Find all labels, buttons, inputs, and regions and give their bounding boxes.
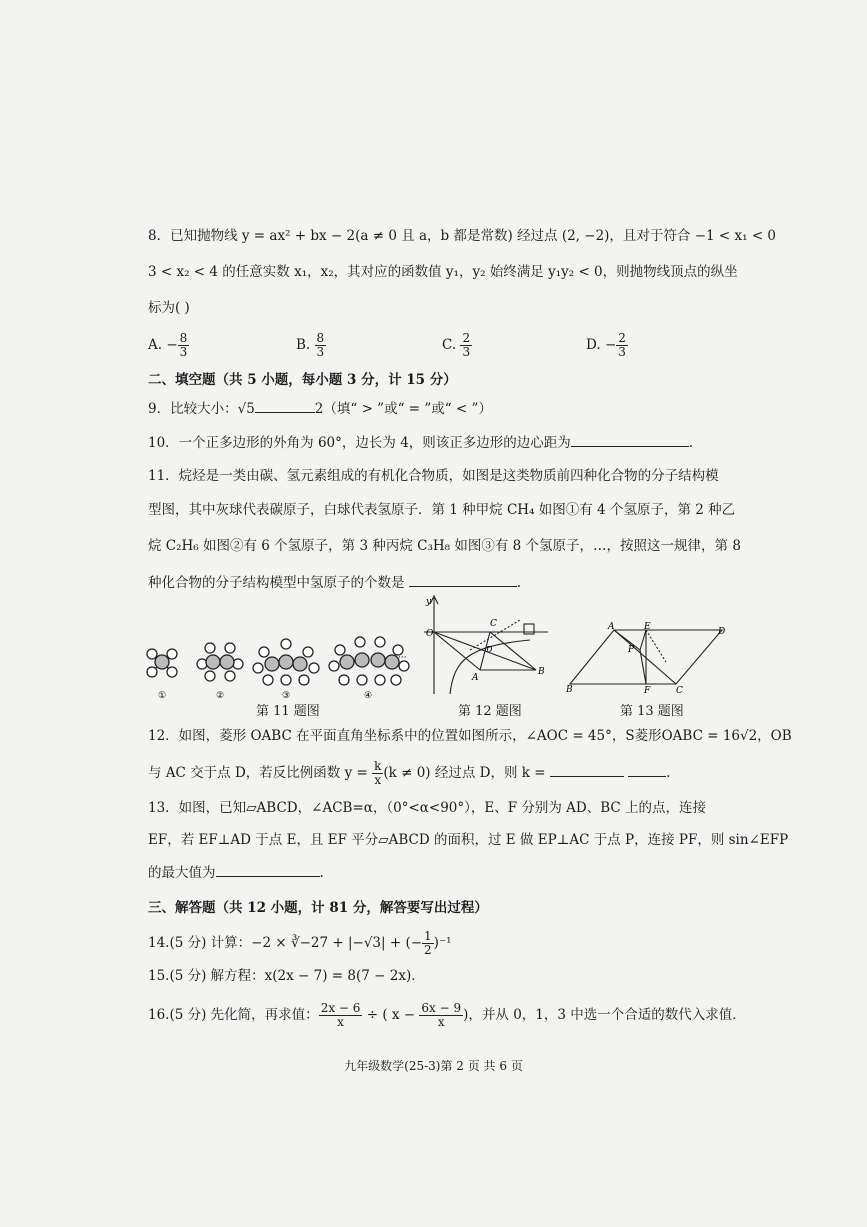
q11-line1: 11．烷烃是一类由碳、氢元素组成的有机化合物质，如图是这类物质前四种化合物的分子结构模	[148, 468, 719, 484]
fig13-label-c: C	[676, 686, 683, 694]
fig13-label-a: A	[608, 622, 615, 632]
q16: 16.(5 分) 先化简，再求值： $\frac{2x - 6}{x}$ ÷ ( x − $\frac{6x - 9}{x}$ )，并从 0，1，3 中选一个合适的数代入求值．	[148, 1001, 746, 1029]
fig12-label-o: O	[426, 629, 434, 639]
mol-label-1: ①	[158, 691, 167, 701]
caption-fig-11: 第 11 题图	[256, 704, 320, 719]
q11-line4: 种化合物的分子结构模型中氢原子的个数是 .	[148, 572, 521, 593]
q9: 9．比较大小：√5 2（填“ > ”或“ = ”或“ < ”）	[148, 398, 492, 419]
mol-label-3: ③	[282, 691, 291, 701]
q8-option-c: C. $\frac{2}{3}$	[442, 331, 471, 359]
q10: 10．一个正多边形的外角为 60°，边长为 4，则该正多边形的边心距为 .	[148, 432, 693, 453]
mol-label-2: ②	[216, 691, 225, 701]
q12-line1: 12．如图，菱形 OABC 在平面直角坐标系中的位置如图所示，∠AOC = 45°，S菱形OABC = 16√2，OB	[148, 728, 792, 744]
q11-line3: 烷 C₂H₆ 如图②有 6 个氢原子，第 3 种丙烷 C₃H₈ 如图③有 8 个氢原子，…，按照这一规律，第 8	[148, 538, 741, 554]
figure-11-molecules	[140, 624, 412, 704]
mol-label-4: ④	[364, 691, 373, 701]
q8-option-a: A. − $\frac{8}{3}$	[148, 331, 188, 359]
q12-line2: 与 AC 交于点 D，若反比例函数 y = $\frac{k}{x}$ (k ≠ 0) 经过点 D，则 k = .	[148, 759, 671, 787]
section2-heading: 二、填空题（共 5 小题，每小题 3 分，计 15 分）	[148, 372, 457, 388]
caption-fig-12: 第 12 题图	[458, 704, 522, 719]
q8-line2: 3 < x₂ < 4 的任意实数 x₁，x₂，其对应的函数值 y₁，y₂ 始终满足 y₁y₂ < 0，则抛物线顶点的纵坐	[148, 264, 738, 280]
caption-fig-13: 第 13 题图	[620, 704, 684, 719]
q13-line1: 13．如图，已知▱ABCD，∠ACB=α，（0°<α<90°），E、F 分别为 AD、BC 上的点，连接	[148, 800, 707, 816]
fig12-label-d: D	[486, 645, 493, 654]
fig13-label-p: P	[628, 645, 635, 655]
q8-option-b: B. $\frac{8}{3}$	[296, 331, 325, 359]
page-footer: 九年级数学(25-3)第 2 页 共 6 页	[344, 1059, 523, 1073]
fig12-label-c: C	[490, 619, 497, 629]
q14: 14.(5 分) 计算：−2 × ∛−27 + |−√3| + (− $\frac{1}{2}$ )⁻¹	[148, 929, 452, 957]
q15: 15.(5 分) 解方程：x(2x − 7) = 8(7 − 2x)．	[148, 968, 425, 984]
fig13-label-b: B	[566, 685, 573, 694]
q13-line2: EF，若 EF⊥AD 于点 E，且 EF 平分▱ABCD 的面积，过 E 做 EP⊥AC 于点 P，连接 PF，则 sin∠EFP	[148, 832, 789, 848]
fig13-label-d: D	[718, 627, 726, 637]
q13-line3: 的最大值为 .	[148, 862, 324, 883]
fig12-label-y: y	[426, 597, 432, 607]
fig12-label-a: A	[472, 673, 479, 683]
q8-line1: 8．已知抛物线 y = ax² + bx − 2(a ≠ 0 且 a，b 都是常数) 经过点 (2, −2)，且对于符合 −1 < x₁ < 0	[148, 228, 777, 244]
q11-line2: 型图，其中灰球代表碳原子，白球代表氢原子．第 1 种甲烷 CH₄ 如图①有 4 个氢原子，第 2 种乙	[148, 502, 736, 518]
mol-ellipsis: ···	[398, 653, 407, 663]
fig13-label-f: F	[644, 686, 651, 694]
figure-13-parallelogram	[566, 622, 732, 694]
fig13-label-e: E	[644, 622, 651, 632]
fig12-label-b: B	[538, 667, 545, 677]
figure-12-rhombus	[420, 590, 550, 700]
q8-option-d: D. − $\frac{2}{3}$	[586, 331, 626, 359]
q8-line3: 标为( )	[148, 300, 190, 316]
section3-heading: 三、解答题（共 12 小题，计 81 分，解答要写出过程）	[148, 900, 488, 916]
